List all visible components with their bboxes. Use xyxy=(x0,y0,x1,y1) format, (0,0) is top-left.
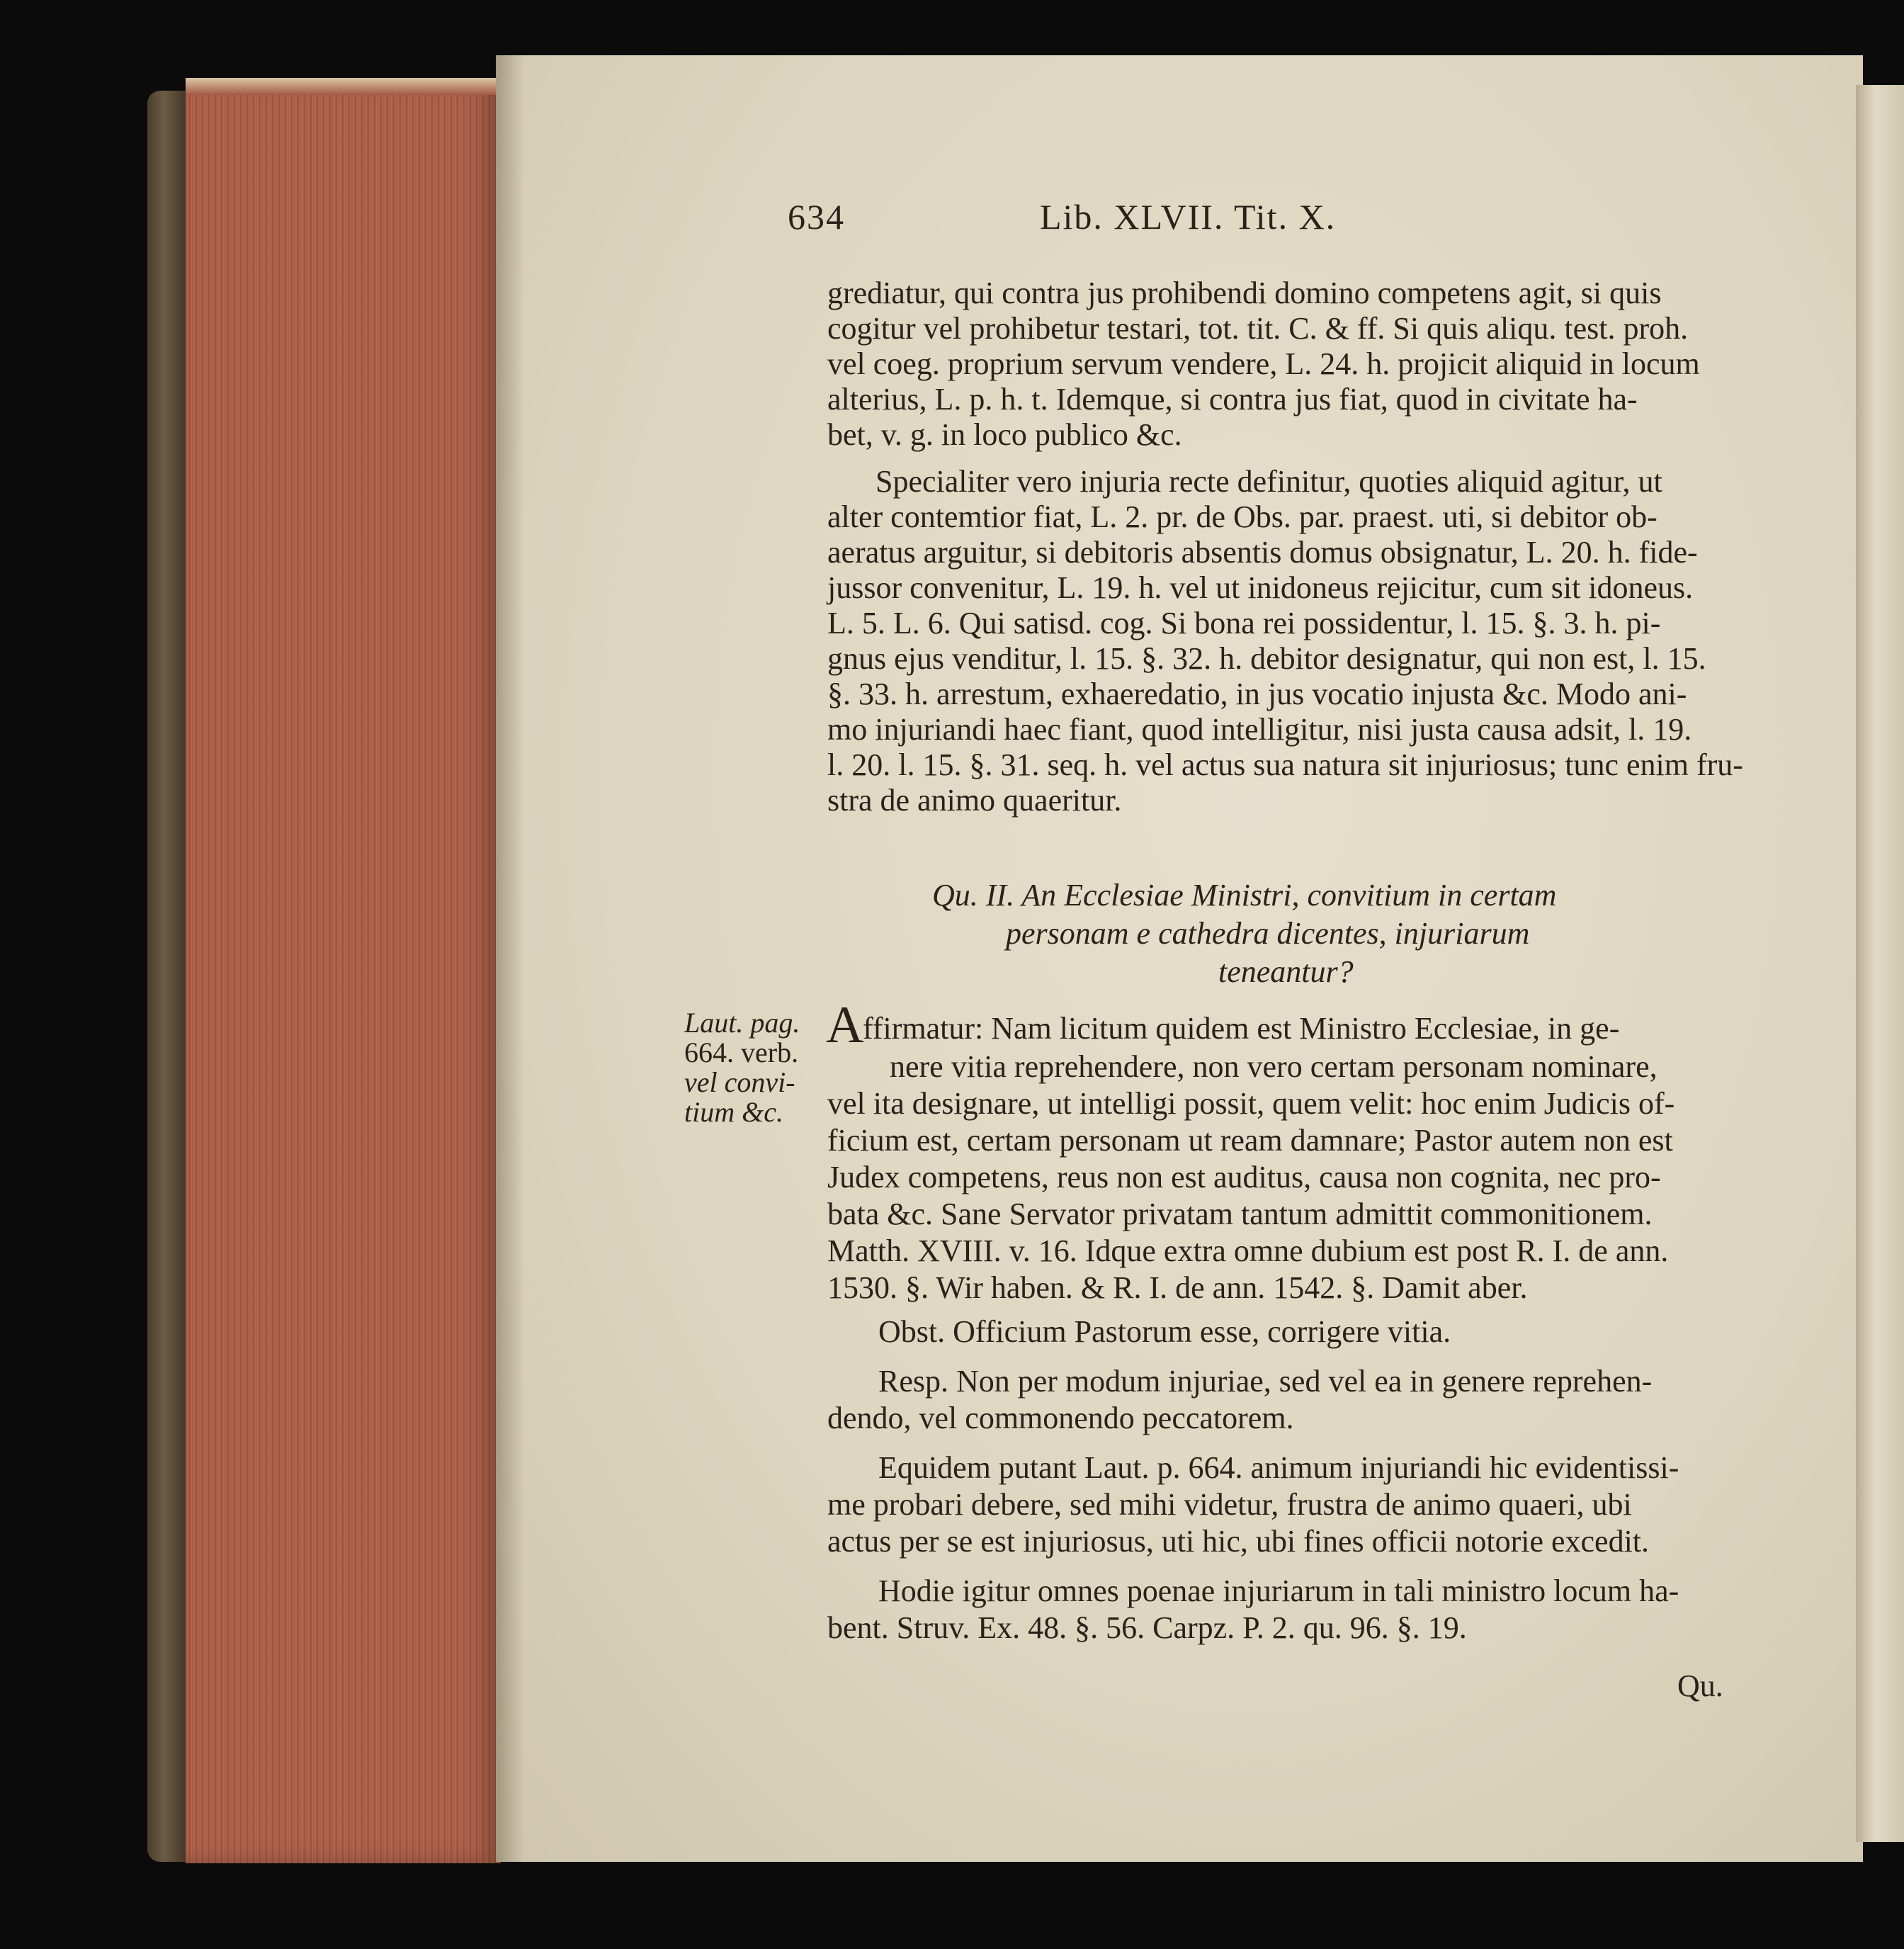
page-edges-top xyxy=(186,78,501,95)
text-line: bata &c. Sane Servator privatam tantum admittit commonitionem. xyxy=(827,1197,1653,1231)
text-line: vel coeg. proprium servum vendere, L. 24. h. projicit aliquid in locum xyxy=(827,346,1700,381)
text-line: alterius, L. p. h. t. Idemque, si contra jus fiat, quod in civitate ha- xyxy=(827,382,1638,417)
margin-line: 664. verb. xyxy=(684,1036,799,1068)
catchword: Qu. xyxy=(1677,1668,1723,1703)
text-line: aeratus arguitur, si debitoris absentis domus obsignatur, L. 20. h. fide- xyxy=(827,535,1698,570)
text-line: cogitur vel prohibetur testari, tot. tit. C. & ff. Si quis aliqu. test. proh. xyxy=(827,311,1689,346)
page-edges-stack xyxy=(186,78,501,1863)
margin-line: vel convi- xyxy=(684,1066,795,1098)
text-line: 1530. §. Wir haben. & R. I. de ann. 1542. §. Damit aber. xyxy=(827,1270,1528,1305)
text-line: vel ita designare, ut intelligi possit, quem velit: hoc enim Judicis of- xyxy=(827,1086,1675,1121)
page-number: 634 xyxy=(788,197,845,237)
page-gutter-shadow xyxy=(496,55,524,1862)
question-line: teneantur? xyxy=(1218,954,1354,989)
question-line: personam e cathedra dicentes, injuriarum xyxy=(1006,916,1530,951)
text-line: Specialiter vero injuria recte definitur, quoties aliquid agitur, ut xyxy=(876,464,1662,499)
text-line: mo injuriandi haec fiant, quod intelligitur, nisi justa causa adsit, l. 19. xyxy=(827,712,1692,747)
text-line: L. 5. L. 6. Qui satisd. cog. Si bona rei possidentur, l. 15. §. 3. h. pi- xyxy=(827,606,1661,640)
text-line: actus per se est injuriosus, uti hic, ubi fines officii notorie excedit. xyxy=(827,1524,1650,1559)
margin-line: Laut. pag. xyxy=(684,1007,800,1039)
text-line: ffirmatur: Nam licitum quidem est Ministro Ecclesiae, in ge- xyxy=(863,1011,1620,1046)
text-line: me probari debere, sed mihi videtur, frustra de animo quaeri, ubi xyxy=(827,1487,1632,1522)
objection-line: Obst. Officium Pastorum esse, corrigere vitia. xyxy=(878,1314,1451,1349)
text-line: alter contemtior fiat, L. 2. pr. de Obs. par. praest. uti, si debitor ob- xyxy=(827,499,1658,534)
text-line: nere vitia reprehendere, non vero certam personam nominare, xyxy=(890,1049,1658,1084)
text-line: l. 20. l. 15. §. 31. seq. h. vel actus sua natura sit injuriosus; tunc enim fru- xyxy=(827,747,1743,782)
text-line: jussor convenitur, L. 19. h. vel ut inidoneus rejicitur, cum sit idoneus. xyxy=(827,570,1694,605)
text-line: Judex competens, reus non est auditus, causa non cognita, nec pro- xyxy=(827,1160,1661,1194)
text-line: §. 33. h. arrestum, exhaeredatio, in jus vocatio injusta &c. Modo ani- xyxy=(827,677,1687,711)
text-line: ficium est, certam personam ut ream damnare; Pastor autem non est xyxy=(827,1123,1673,1158)
text-line: Matth. XVIII. v. 16. Idque extra omne dubium est post R. I. de ann. xyxy=(827,1233,1669,1268)
running-head: Lib. XLVII. Tit. X. xyxy=(1040,197,1337,237)
text-line: dendo, vel commonendo peccatorem. xyxy=(827,1401,1294,1435)
text-line: Resp. Non per modum injuriae, sed vel ea in genere reprehen- xyxy=(878,1364,1653,1399)
text-line: bet, v. g. in loco publico &c. xyxy=(827,417,1182,452)
question-line: Qu. II. An Ecclesiae Ministri, convitium in certam xyxy=(932,878,1557,913)
facing-page-edge xyxy=(1856,85,1904,1842)
text-line: bent. Struv. Ex. 48. §. 56. Carpz. P. 2. qu. 96. §. 19. xyxy=(827,1610,1467,1645)
drop-cap: A xyxy=(826,996,864,1054)
text-line: stra de animo quaeritur. xyxy=(827,783,1122,818)
book-cover-edge xyxy=(147,91,190,1862)
text-line: Equidem putant Laut. p. 664. animum injuriandi hic evidentissi- xyxy=(878,1450,1679,1485)
text-line: gnus ejus venditur, l. 15. §. 32. h. debitor designatur, qui non est, l. 15. xyxy=(827,641,1706,676)
text-line: grediatur, qui contra jus prohibendi domino competens agit, si quis xyxy=(827,276,1662,310)
margin-line: tium &c. xyxy=(684,1096,783,1128)
text-line: Hodie igitur omnes poenae injuriarum in tali ministro locum ha- xyxy=(878,1574,1679,1608)
